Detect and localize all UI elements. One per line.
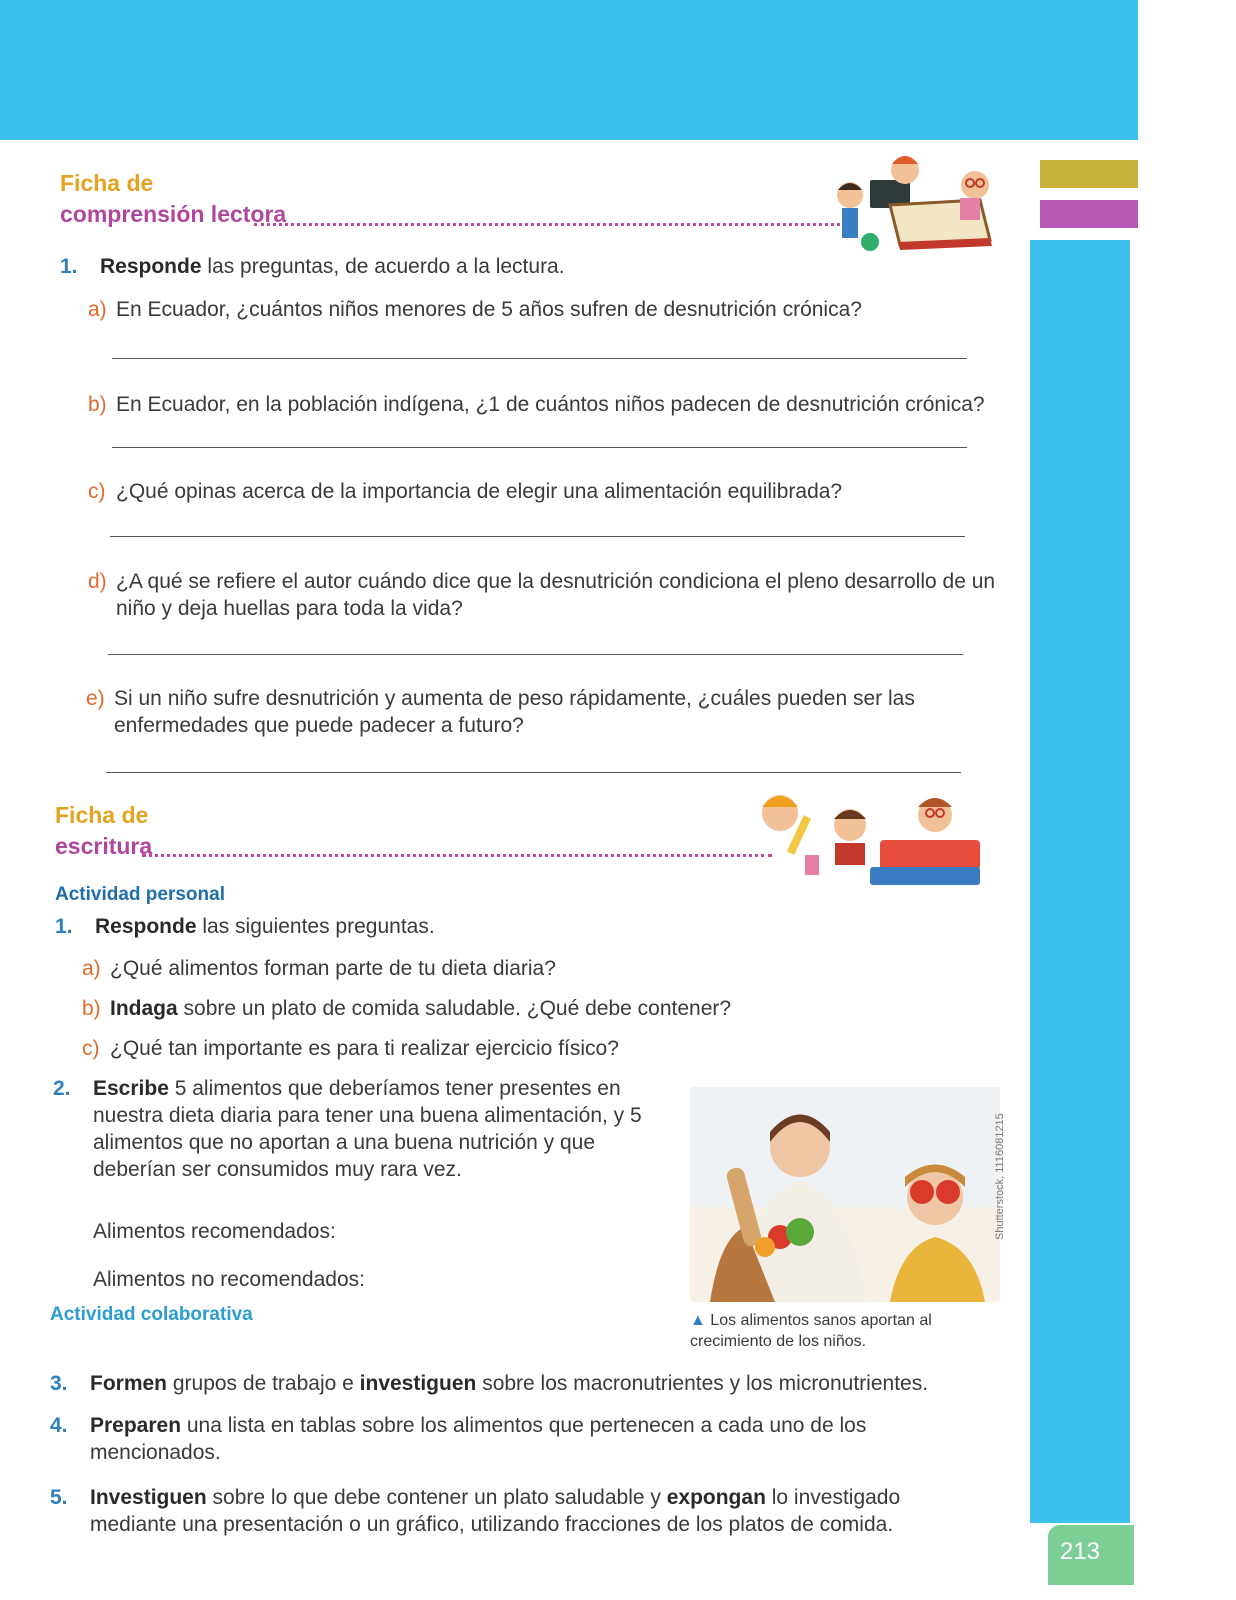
writing-title-dotted-rule <box>142 854 772 857</box>
question-letter: b) <box>82 997 101 1020</box>
question-text: En Ecuador, en la población indígena, ¿1 de cuántos niños padecen de desnutrición crónica? <box>116 393 985 416</box>
question-text: ¿Qué opinas acerca de la importancia de elegir una alimentación equilibrada? <box>116 480 843 503</box>
question-letter: e) <box>86 687 105 710</box>
not-recommended-foods-label: Alimentos no recomendados: <box>93 1268 365 1291</box>
item-verb: Formen <box>90 1372 168 1395</box>
answer-line-d[interactable] <box>108 654 963 655</box>
item-verb-2: investiguen <box>359 1372 477 1395</box>
answer-line-e[interactable] <box>106 772 961 773</box>
reading-title-line2: comprensión lectora <box>60 201 287 227</box>
reading-title-dotted-rule <box>254 223 840 226</box>
side-tab-yellow <box>1040 160 1138 188</box>
mother-child-food-photo <box>690 1087 1000 1302</box>
page-number: 213 <box>1059 1538 1101 1565</box>
item-text: 5 alimentos que deberíamos tener presentes en nuestra dieta diaria para tener una buena alimentación, y 5 alimentos que no aportan a una buena nutrición y que deberían ser consumidos muy rara vez. <box>93 1077 642 1181</box>
answer-line-c[interactable] <box>110 536 965 537</box>
item-text: las siguientes preguntas. <box>196 915 435 938</box>
photo-credit: Shutterstock, 1116081215 <box>994 1113 1006 1240</box>
item-text: una lista en tablas sobre los alimentos que pertenecen a cada uno de los mencionados. <box>90 1414 867 1464</box>
question-text: ¿Qué tan importante es para ti realizar ejercicio físico? <box>110 1037 619 1060</box>
question-verb: Indaga <box>110 997 178 1020</box>
question-text: ¿Qué alimentos forman parte de tu dieta diaria? <box>110 957 556 980</box>
item-text-2: sobre los macronutrientes y los micronutrientes. <box>476 1372 929 1395</box>
item-verb: Investiguen <box>90 1486 207 1509</box>
question-text: En Ecuador, ¿cuántos niños menores de 5 años sufren de desnutrición crónica? <box>116 298 862 321</box>
item-verb-2: expongan <box>666 1486 766 1509</box>
reading-title-line1: Ficha de <box>60 170 154 196</box>
question-letter: c) <box>82 1037 100 1060</box>
question-letter: a) <box>82 957 101 980</box>
question-letter: b) <box>88 393 107 416</box>
side-tab-purple <box>1040 200 1138 228</box>
question-letter: a) <box>88 298 107 321</box>
question-text: sobre un plato de comida saludable. ¿Qué debe contener? <box>177 997 732 1020</box>
writing-title-line2: escritura <box>55 833 153 859</box>
kids-books-illustration <box>750 785 1000 885</box>
item-text: sobre lo que debe contener un plato saludable y <box>206 1486 667 1509</box>
personal-activity-heading: Actividad personal <box>55 884 225 905</box>
item-number: 5. <box>50 1486 68 1509</box>
item-number: 3. <box>50 1372 68 1395</box>
question-letter: c) <box>88 480 106 503</box>
caption-triangle-icon: ▲ <box>690 1312 706 1329</box>
reading-section-title <box>60 168 286 230</box>
question-text: ¿A qué se refiere el autor cuándo dice que la desnutrición condiciona el pleno desarrollo de un niño y deja huellas para toda la vida? <box>116 570 996 620</box>
item-verb: Escribe <box>93 1077 169 1100</box>
side-band <box>1030 240 1130 1523</box>
item-number: 1. <box>55 915 73 938</box>
recommended-foods-label: Alimentos recomendados: <box>93 1220 336 1243</box>
answer-line-b[interactable] <box>112 447 967 448</box>
header-band <box>0 0 1138 140</box>
question-letter: d) <box>88 570 107 593</box>
item-text-2: lo investigado mediante una presentación o un gráfico, utilizando fracciones de los platos de comida. <box>90 1486 901 1536</box>
question-text: Si un niño sufre desnutrición y aumenta de peso rápidamente, ¿cuáles pueden ser las enfermedades que puede padecer a futuro? <box>114 687 915 737</box>
caption-text: Los alimentos sanos aportan al crecimiento de los niños. <box>690 1312 932 1350</box>
item-number: 1. <box>60 255 78 278</box>
item-text: grupos de trabajo e <box>167 1372 360 1395</box>
writing-title-line1: Ficha de <box>55 802 149 828</box>
item-verb: Preparen <box>90 1414 182 1437</box>
item-verb: Responde <box>95 915 197 938</box>
item-number: 2. <box>53 1077 71 1100</box>
item-number: 4. <box>50 1414 68 1437</box>
collaborative-activity-heading: Actividad colaborativa <box>50 1304 253 1325</box>
writing-section-title <box>55 800 152 862</box>
kids-reading-illustration <box>830 150 1010 260</box>
item-text: las preguntas, de acuerdo a la lectura. <box>201 255 565 278</box>
answer-line-a[interactable] <box>112 358 967 359</box>
photo-caption <box>690 1310 990 1352</box>
item-verb: Responde <box>100 255 202 278</box>
